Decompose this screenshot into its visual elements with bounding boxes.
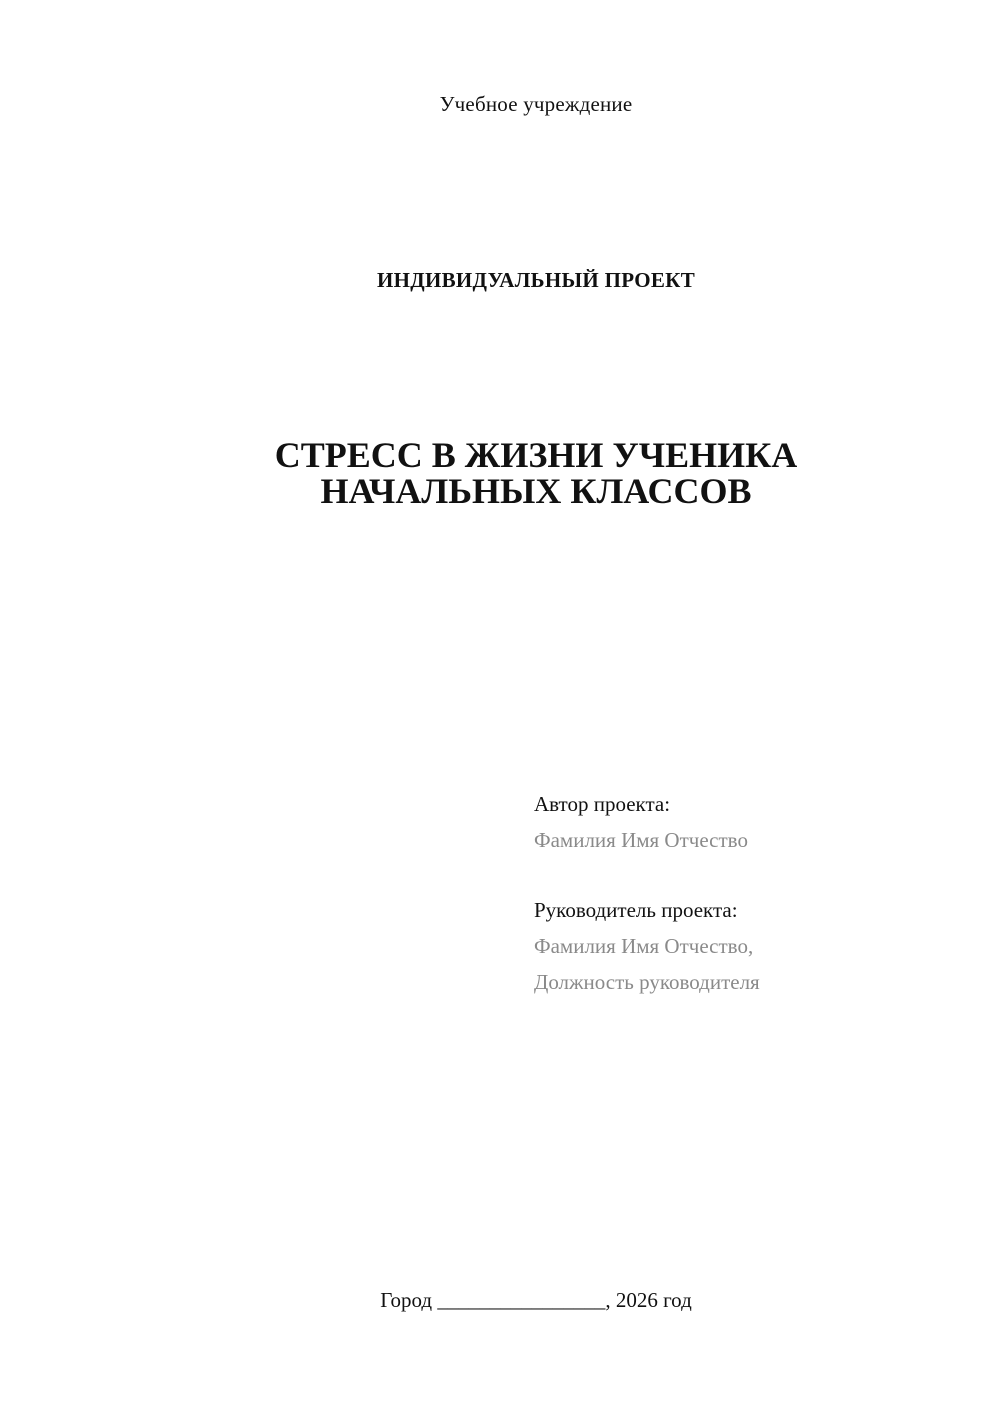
author-block: [534, 786, 748, 858]
supervisor-name: Фамилия Имя Отчество,: [534, 934, 754, 958]
institution-name: Учебное учреждение: [439, 92, 633, 116]
project-title-line-1: СТРЕСС В ЖИЗНИ УЧЕНИКА: [274, 435, 798, 475]
supervisor-position: Должность руководителя: [534, 970, 760, 994]
author-name: Фамилия Имя Отчество: [534, 828, 748, 852]
supervisor-block: [534, 892, 760, 1000]
project-title: [0, 437, 1000, 509]
author-label: Автор проекта:: [534, 792, 671, 816]
city-year-line: Город ________________, 2026 год: [380, 1288, 692, 1312]
supervisor-label: Руководитель проекта:: [534, 898, 738, 922]
document-type: ИНДИВИДУАЛЬНЫЙ ПРОЕКТ: [376, 268, 696, 292]
project-title-line-2: НАЧАЛЬНЫХ КЛАССОВ: [320, 471, 752, 511]
